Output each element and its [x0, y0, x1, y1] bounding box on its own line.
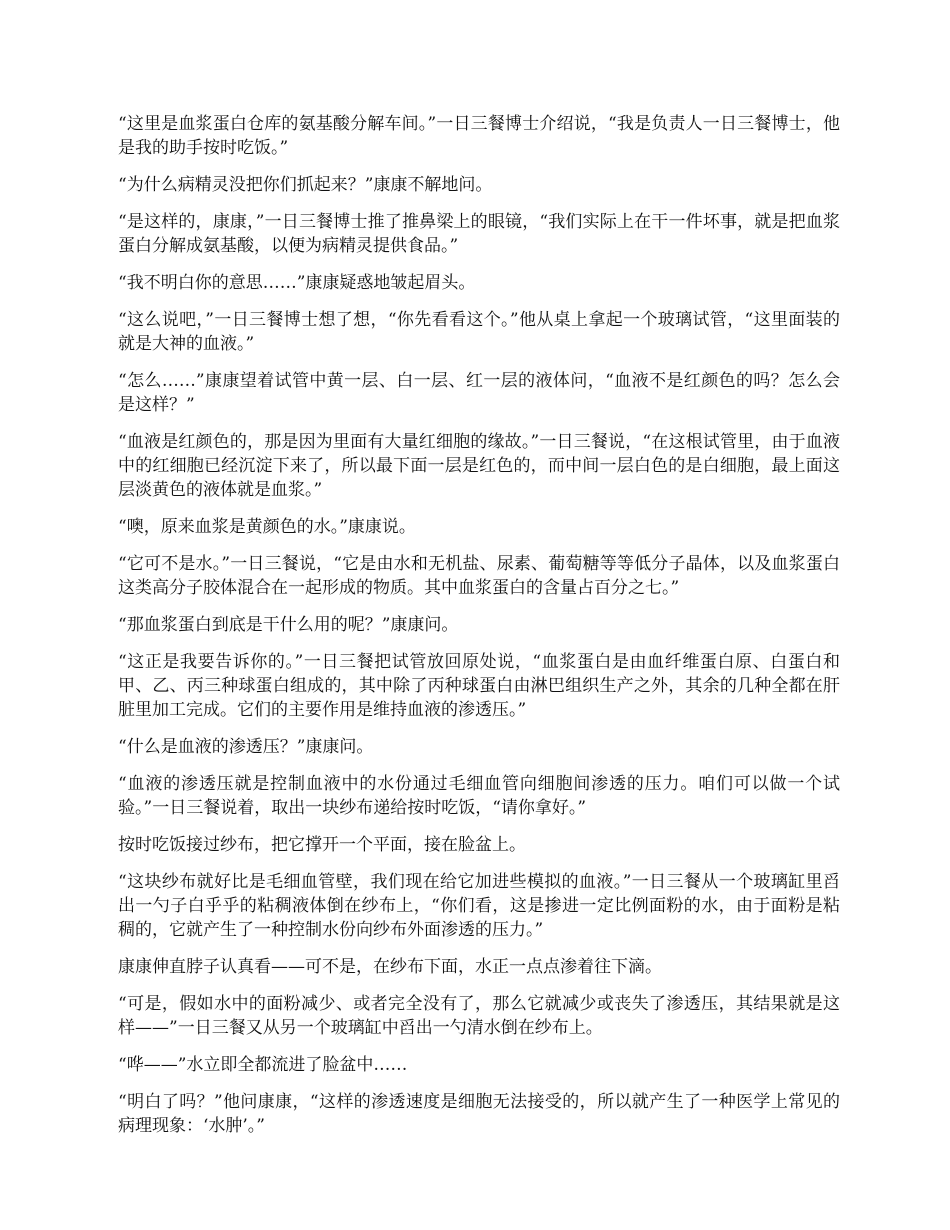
paragraph: 按时吃饭接过纱布，把它撑开一个平面，接在脸盆上。: [118, 835, 526, 855]
paragraph: “可是，假如水中的面粉减少、或者完全没有了，那么它就减少或丧失了渗透压，其结果就是这样——”一日三餐又从另一个玻璃缸中舀出一勺清水倒在纱布上。: [118, 994, 840, 1038]
paragraph: “这正是我要告诉你的。”一日三餐把试管放回原处说，“血浆蛋白是由血纤维蛋白原、白蛋白和甲、乙、丙三种球蛋白组成的，其中除了丙种球蛋白由淋巴组织生产之外，其余的几种全都在肝脏里加工完成。它们的主要作用是维持血液的渗透压。”: [118, 652, 840, 720]
paragraph: 康康伸直脖子认真看——可不是，在纱布下面，水正一点点渗着往下滴。: [118, 957, 662, 977]
paragraph: “什么是血液的渗透压？”康康问。: [118, 737, 374, 757]
paragraph: “血液是红颜色的，那是因为里面有大量红细胞的缘故。”一日三餐说，“在这根试管里，由于血液中的红细胞已经沉淀下来了，所以最下面一层是红色的，而中间一层白色的是白细胞，最上面这层淡黄色的液体就是血浆。”: [118, 432, 840, 500]
paragraph: “怎么……”康康望着试管中黄一层、白一层、红一层的液体问，“血液不是红颜色的吗？怎么会是这样？”: [118, 371, 840, 415]
paragraph: “是这样的，康康，”一日三餐博士推了推鼻梁上的眼镜，“我们实际上在干一件坏事，就是把血浆蛋白分解成氨基酸，以便为病精灵提供食品。”: [118, 212, 840, 256]
paragraph: “它可不是水。”一日三餐说，“它是由水和无机盐、尿素、葡萄糖等等低分子晶体，以及血浆蛋白这类高分子胶体混合在一起形成的物质。其中血浆蛋白的含量占百分之七。”: [118, 554, 840, 598]
paragraph: “血液的渗透压就是控制血液中的水份通过毛细血管向细胞间渗透的压力。咱们可以做一个试验。”一日三餐说着，取出一块纱布递给按时吃饭，“请你拿好。”: [118, 774, 840, 818]
paragraph: “噢，原来血浆是黄颜色的水。”康康说。: [118, 517, 416, 537]
document-body: [118, 112, 840, 1151]
paragraph: “那血浆蛋白到底是干什么用的呢？”康康问。: [118, 615, 459, 635]
paragraph: “明白了吗？”他问康康，“这样的渗透速度是细胞无法接受的，所以就产生了一种医学上常见的病理现象：‘水肿’。”: [118, 1092, 840, 1136]
paragraph: “哗——”水立即全都流进了脸盆中……: [118, 1055, 408, 1075]
paragraph: “这么说吧，”一日三餐博士想了想，“你先看看这个。”他从桌上拿起一个玻璃试管，“这里面装的就是大神的血液。”: [118, 310, 840, 354]
paragraph: “这块纱布就好比是毛细血管壁，我们现在给它加进些模拟的血液。”一日三餐从一个玻璃缸里舀出一勺子白乎乎的粘稠液体倒在纱布上，“你们看，这是掺进一定比例面粉的水，由于面粉是粘稠的，它就产生了一种控制水份向纱布外面渗透的压力。”: [118, 872, 840, 940]
paragraph: “这里是血浆蛋白仓库的氨基酸分解车间。”一日三餐博士介绍说，“我是负责人一日三餐博士，他是我的助手按时吃饭。”: [118, 114, 840, 158]
paragraph: “我不明白你的意思……”康康疑惑地皱起眉头。: [118, 273, 476, 293]
paragraph: “为什么病精灵没把你们抓起来？”康康不解地问。: [118, 175, 493, 195]
